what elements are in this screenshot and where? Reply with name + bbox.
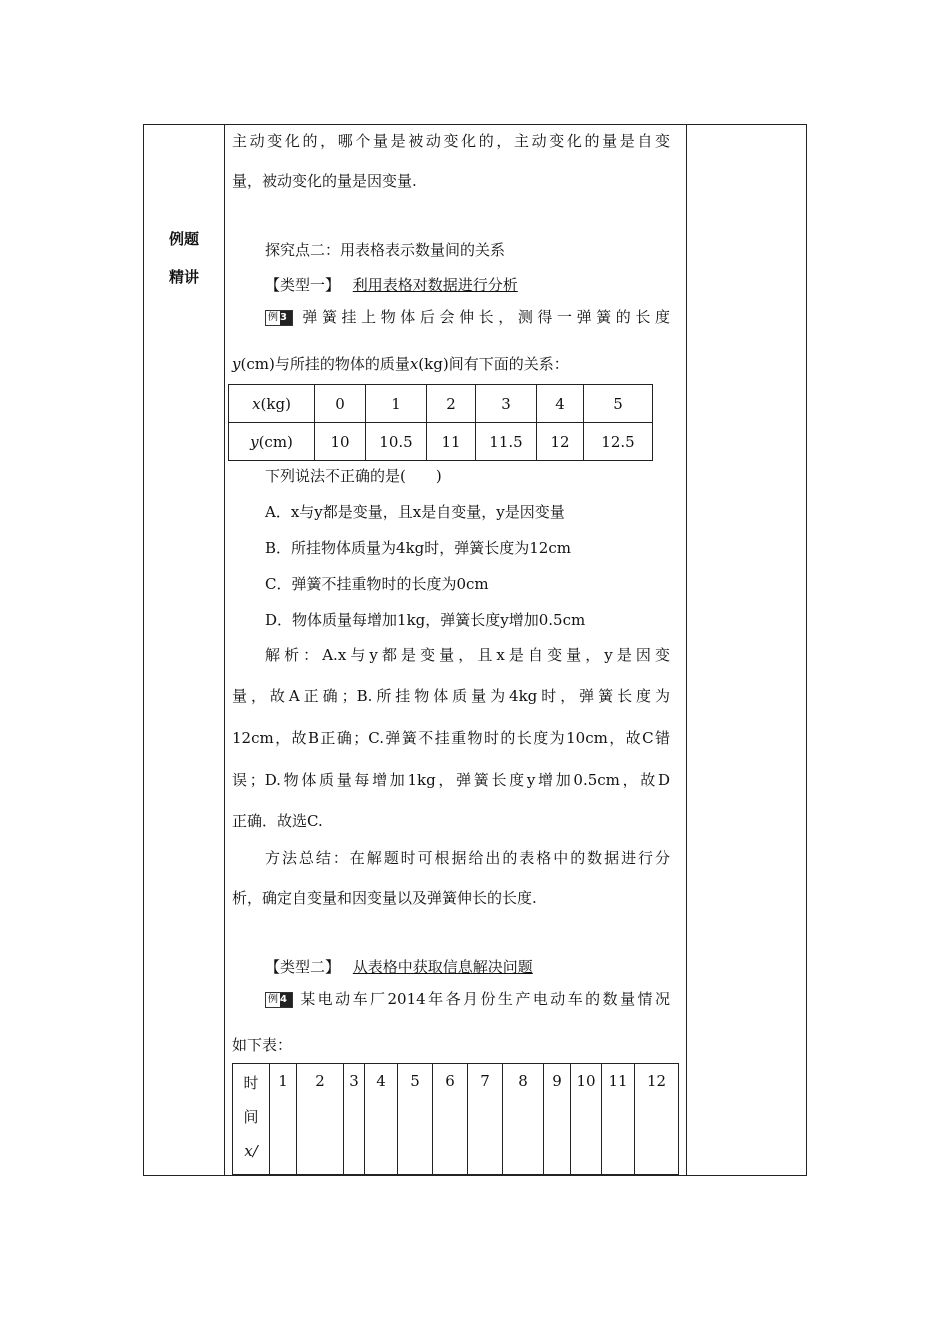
table-cell: 12 — [537, 423, 584, 461]
table-cell: 3 — [344, 1064, 365, 1175]
table-cell: 11 — [427, 423, 476, 461]
type2-title: 从表格中获取信息解决问题 — [352, 958, 533, 976]
table-cell: 5 — [398, 1064, 433, 1175]
table-cell: 12.5 — [584, 423, 653, 461]
analysis-line: 解析：A.x与y都是变量，且x是自变量，y是因变 — [265, 646, 670, 664]
paragraph-line: 量，被动变化的量是因变量. — [232, 172, 417, 190]
table-cell: 8 — [503, 1064, 544, 1175]
example4-text: 某电动车厂2014年各月份生产电动车的数量情况 — [300, 990, 670, 1008]
type1-heading — [265, 274, 518, 295]
example3-line2: y(cm)与所挂的物体的质量x(kg)间有下面的关系： — [232, 355, 569, 373]
example4-line1 — [265, 988, 670, 1009]
example3-badge: 例 3 — [265, 310, 293, 326]
table-cell: 12 — [635, 1064, 679, 1175]
table-cell: 10.5 — [366, 423, 427, 461]
spring-data-table — [228, 384, 653, 461]
paragraph-line: 主动变化的，哪个量是被动变化的，主动变化的量是自变 — [232, 132, 670, 150]
example3-line1 — [265, 306, 670, 327]
section-heading: 探究点二：用表格表示数量间的关系 — [265, 241, 506, 259]
table-cell: 0 — [315, 385, 366, 423]
option-a: A．x与y都是变量，且x是自变量，y是因变量 — [265, 503, 565, 521]
side-label-line1: 例题 — [168, 230, 199, 248]
row-header: y(cm) — [229, 423, 315, 461]
table-cell: 3 — [476, 385, 537, 423]
option-b: B．所挂物体质量为4kg时，弹簧长度为12cm — [265, 539, 571, 557]
option-c: C．弹簧不挂重物时的长度为0cm — [265, 575, 489, 593]
example4-line2: 如下表： — [232, 1036, 293, 1054]
row-header: x(kg) — [229, 385, 315, 423]
analysis-line: 12cm，故B正确；C.弹簧不挂重物时的长度为10cm，故C错 — [232, 729, 670, 747]
table-cell: 6 — [433, 1064, 468, 1175]
method-summary-line: 析，确定自变量和因变量以及弹簧伸长的长度. — [232, 889, 537, 907]
column-divider-right — [686, 125, 687, 1175]
type2-heading — [265, 956, 533, 977]
table-cell: 10 — [315, 423, 366, 461]
table-cell: 9 — [544, 1064, 571, 1175]
example4-badge: 例 4 — [265, 992, 293, 1008]
table-row — [229, 385, 653, 423]
table-cell: 1 — [270, 1064, 297, 1175]
table-cell: 4 — [365, 1064, 398, 1175]
type2-tag: 【类型二】 — [265, 958, 341, 976]
method-summary-line: 方法总结：在解题时可根据给出的表格中的数据进行分 — [265, 849, 670, 867]
analysis-line: 正确．故选C. — [232, 812, 323, 830]
type1-title: 利用表格对数据进行分析 — [352, 276, 518, 294]
example3-text: 弹簧挂上物体后会伸长，测得一弹簧的长度 — [302, 308, 670, 326]
row-header: 时 间 x/ — [233, 1064, 270, 1175]
table-cell: 11.5 — [476, 423, 537, 461]
table-cell: 1 — [366, 385, 427, 423]
table-cell: 2 — [297, 1064, 344, 1175]
table-cell: 7 — [468, 1064, 503, 1175]
option-d: D．物体质量每增加1kg，弹簧长度y增加0.5cm — [265, 611, 586, 629]
table-cell: 2 — [427, 385, 476, 423]
analysis-line: 量，故A正确；B.所挂物体质量为4kg时，弹簧长度为 — [232, 687, 670, 705]
ebike-production-table — [232, 1063, 679, 1175]
table-cell: 5 — [584, 385, 653, 423]
table-row — [233, 1064, 679, 1175]
side-label-line2: 精讲 — [168, 268, 199, 286]
table-cell: 4 — [537, 385, 584, 423]
question-stem: 下列说法不正确的是( ) — [265, 467, 442, 485]
analysis-line: 误；D.物体质量每增加1kg，弹簧长度y增加0.5cm，故D — [232, 771, 670, 789]
table-cell: 11 — [602, 1064, 635, 1175]
column-divider-left — [224, 125, 225, 1175]
table-cell: 10 — [571, 1064, 602, 1175]
type1-tag: 【类型一】 — [265, 276, 341, 294]
table-row — [229, 423, 653, 461]
